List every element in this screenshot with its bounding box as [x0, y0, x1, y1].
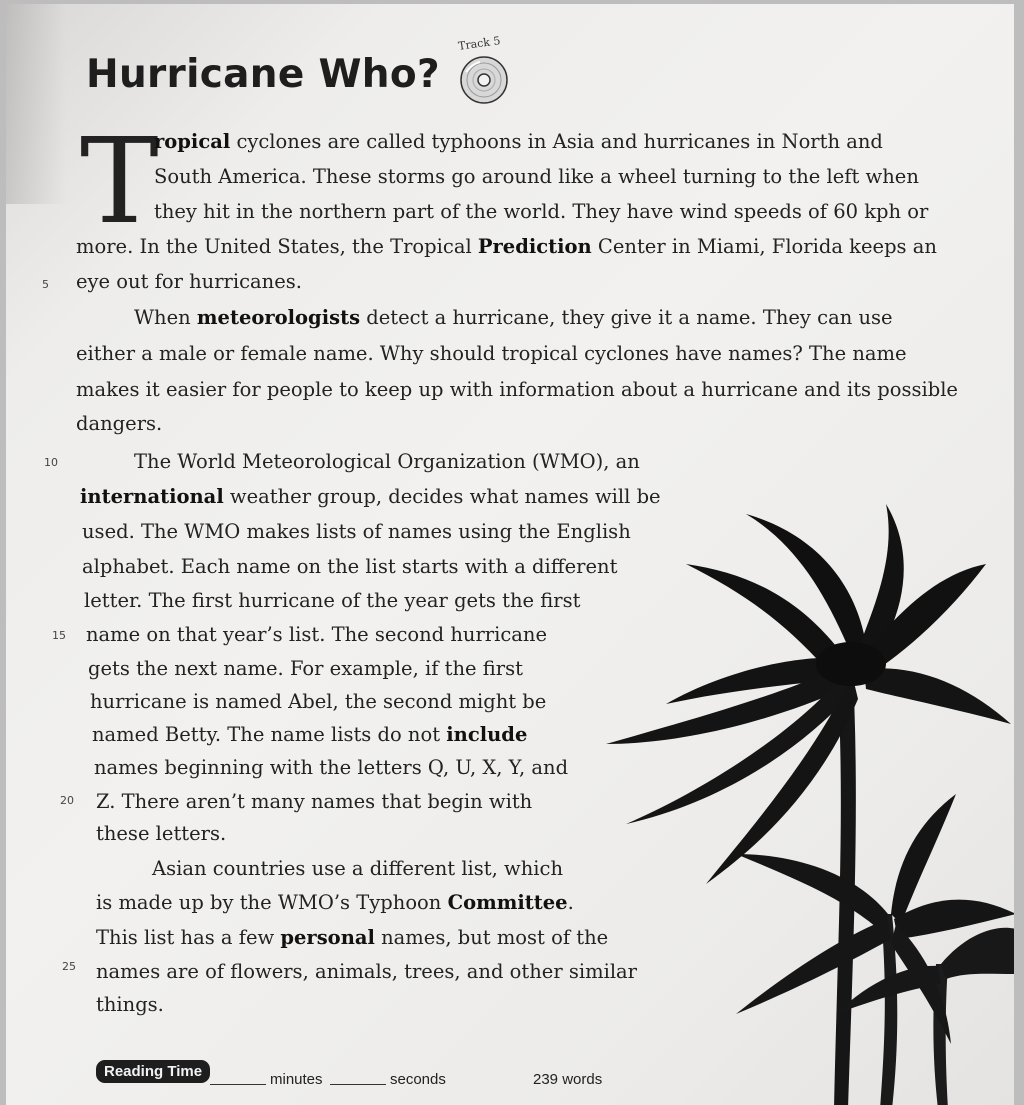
line-number: 25	[62, 960, 76, 973]
line-text: names are of flowers, animals, trees, and other similar	[96, 960, 638, 983]
seconds-label: seconds	[390, 1071, 446, 1088]
body-line	[96, 960, 637, 983]
body-line	[96, 822, 226, 845]
body-line	[76, 412, 162, 435]
textbook-page	[6, 4, 1014, 1105]
line-text: alphabet. Each name on the list starts with a different	[82, 555, 618, 578]
page-title: Hurricane Who?	[86, 52, 440, 97]
line-text: hurricane is named Abel, the second might be	[90, 690, 547, 713]
line-text: eye out for hurricanes.	[76, 270, 302, 293]
body-line	[76, 270, 302, 293]
reading-time-badge: Reading Time	[96, 1060, 210, 1083]
body-line	[134, 306, 893, 329]
line-text: makes it easier for people to keep up with information about a hurricane and its possible	[76, 378, 958, 401]
bold-term: personal	[280, 926, 375, 949]
minutes-label: minutes	[270, 1071, 323, 1088]
line-text: The World Meteorological Organization (WMO), an	[134, 450, 640, 473]
body-line	[154, 200, 928, 223]
line-text: Center in Miami, Florida keeps an	[591, 235, 937, 258]
body-line	[76, 378, 958, 401]
line-text: weather group, decides what names will be	[223, 485, 661, 508]
line-text: .	[567, 891, 574, 914]
body-line	[94, 756, 568, 779]
line-text: detect a hurricane, they give it a name. They can use	[360, 306, 893, 329]
body-line	[152, 857, 563, 880]
body-line	[88, 657, 523, 680]
line-text: either a male or female name. Why should tropical cyclones have names? The name	[76, 342, 907, 365]
line-text: South America. These storms go around like a wheel turning to the left when	[154, 165, 919, 188]
body-line	[76, 342, 907, 365]
palm-tree-image	[566, 494, 1014, 1105]
body-line	[134, 450, 640, 473]
body-line	[86, 623, 547, 646]
cd-icon	[458, 54, 510, 106]
body-line	[154, 130, 883, 153]
line-text: gets the next name. For example, if the first	[88, 657, 523, 680]
line-text: name on that year’s list. The second hurricane	[86, 623, 547, 646]
line-text: letter. The first hurricane of the year gets the first	[84, 589, 581, 612]
drop-cap: T	[80, 112, 159, 250]
line-text: names, but most of the	[374, 926, 609, 949]
seconds-blank	[330, 1084, 386, 1085]
line-text: names beginning with the letters Q, U, X, Y, and	[94, 756, 569, 779]
line-text: dangers.	[76, 412, 163, 435]
body-line	[96, 993, 164, 1016]
line-number: 20	[60, 794, 74, 807]
body-line	[82, 520, 631, 543]
line-text: Z. There aren’t many names that begin with	[96, 790, 533, 813]
bold-term: international	[80, 485, 224, 508]
body-line	[96, 926, 608, 949]
bold-term: ropical	[154, 130, 231, 153]
body-line	[84, 589, 580, 612]
line-number: 15	[52, 629, 66, 642]
track-label: Track 5	[457, 34, 502, 53]
word-count: 239 words	[533, 1071, 603, 1088]
bold-term: Committee	[447, 891, 568, 914]
line-text: cyclones are called typhoons in Asia and hurricanes in North and	[230, 130, 883, 153]
line-number: 10	[44, 456, 58, 469]
body-line	[90, 690, 546, 713]
bold-term: include	[446, 723, 528, 746]
line-text: more. In the United States, the Tropical	[76, 235, 478, 258]
body-line	[154, 165, 919, 188]
page-shadow	[6, 4, 66, 204]
line-text: they hit in the northern part of the world. They have wind speeds of 60 kph or	[154, 200, 929, 223]
line-text: these letters.	[96, 822, 227, 845]
line-text: used. The WMO makes lists of names using the English	[82, 520, 631, 543]
line-text: named Betty. The name lists do not	[92, 723, 447, 746]
line-text: is made up by the WMO’s Typhoon	[96, 891, 448, 914]
bold-term: Prediction	[477, 235, 592, 258]
line-text: Asian countries use a different list, which	[152, 857, 564, 880]
body-line	[82, 555, 617, 578]
body-line	[92, 723, 527, 746]
line-number: 5	[42, 278, 49, 291]
line-text: things.	[96, 993, 164, 1016]
body-line	[96, 790, 532, 813]
bold-term: meteorologists	[196, 306, 361, 329]
minutes-blank	[210, 1084, 266, 1085]
body-line	[96, 891, 574, 914]
line-text: When	[134, 306, 197, 329]
line-text: This list has a few	[96, 926, 281, 949]
body-line	[76, 235, 937, 258]
